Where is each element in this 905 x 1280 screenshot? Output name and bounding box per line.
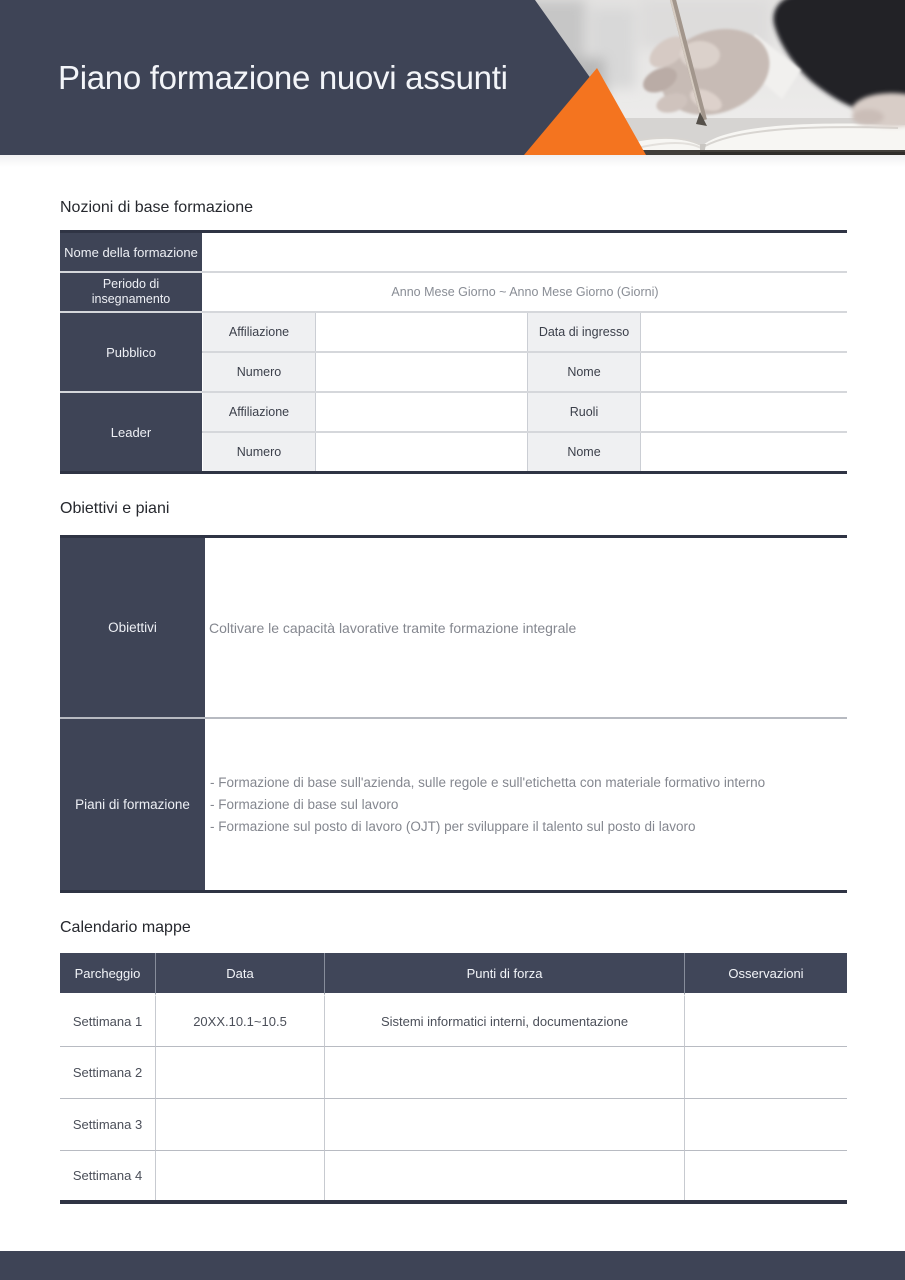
cell-data-3 xyxy=(155,1098,324,1150)
cell-data-1: 20XX.10.1~10.5 xyxy=(155,996,324,1046)
cell-osservazioni-2 xyxy=(684,1046,847,1098)
row-label-obiettivi: Obiettivi xyxy=(60,538,205,717)
sub-label-leader-numero: Numero xyxy=(202,433,315,471)
sub-label-leader-ruoli: Ruoli xyxy=(527,393,640,431)
piani-line: - Formazione di base sul lavoro xyxy=(210,796,399,812)
basics-table xyxy=(60,230,847,474)
cell-punti-1: Sistemi informatici interni, documentazione xyxy=(324,996,684,1046)
value-cell-pubblico-affiliazione xyxy=(315,313,527,351)
sub-label-leader-affiliazione: Affiliazione xyxy=(202,393,315,431)
cell-osservazioni-1 xyxy=(684,996,847,1046)
col-header-data: Data xyxy=(155,953,324,996)
footer-bar xyxy=(0,1251,905,1280)
value-cell-leader-ruoli xyxy=(640,393,847,431)
col-header-punti-di-forza: Punti di forza xyxy=(324,953,684,996)
sub-label-pubblico-numero: Numero xyxy=(202,353,315,391)
obiettivi-text: Coltivare le capacità lavorative tramite formazione integrale xyxy=(205,538,847,717)
row-label-nome-formazione: Nome della formazione xyxy=(60,233,202,271)
page-banner xyxy=(0,0,905,155)
cell-punti-2 xyxy=(324,1046,684,1098)
value-cell-pubblico-nome xyxy=(640,353,847,391)
value-cell-periodo: Anno Mese Giorno ~ Anno Mese Giorno (Giorni) xyxy=(202,273,847,311)
cell-punti-4 xyxy=(324,1150,684,1200)
section-heading-nozioni: Nozioni di base formazione xyxy=(60,199,253,216)
value-cell-nome-formazione xyxy=(202,233,847,271)
sub-label-leader-nome: Nome xyxy=(527,433,640,471)
section-heading-calendario: Calendario mappe xyxy=(60,919,191,936)
cell-osservazioni-4 xyxy=(684,1150,847,1200)
sub-label-pubblico-affiliazione: Affiliazione xyxy=(202,313,315,351)
section-heading-obiettivi: Obiettivi e piani xyxy=(60,500,170,517)
value-cell-leader-affiliazione xyxy=(315,393,527,431)
piani-line: - Formazione di base sull'azienda, sulle regole e sull'etichetta con materiale formativo interno xyxy=(210,774,766,790)
cell-osservazioni-3 xyxy=(684,1098,847,1150)
col-header-parcheggio: Parcheggio xyxy=(60,953,155,996)
cell-punti-3 xyxy=(324,1098,684,1150)
banner-shadow xyxy=(0,155,905,167)
value-cell-leader-numero xyxy=(315,433,527,471)
group-label-leader: Leader xyxy=(60,393,202,471)
cell-settimana-1: Settimana 1 xyxy=(60,996,155,1046)
col-header-osservazioni: Osservazioni xyxy=(684,953,847,996)
page-title: Piano formazione nuovi assunti xyxy=(58,59,508,96)
objectives-table xyxy=(60,535,847,893)
value-cell-leader-nome xyxy=(640,433,847,471)
value-cell-pubblico-data-ingresso xyxy=(640,313,847,351)
cell-data-4 xyxy=(155,1150,324,1200)
piani-line: - Formazione sul posto di lavoro (OJT) per sviluppare il talento sul posto di lavoro xyxy=(210,818,696,834)
cell-settimana-4: Settimana 4 xyxy=(60,1150,155,1200)
value-cell-pubblico-numero xyxy=(315,353,527,391)
piani-formazione-list xyxy=(205,719,847,890)
schedule-table xyxy=(60,953,847,1204)
cell-settimana-3: Settimana 3 xyxy=(60,1098,155,1150)
sub-label-pubblico-data-ingresso: Data di ingresso xyxy=(527,313,640,351)
cell-data-2 xyxy=(155,1046,324,1098)
group-label-pubblico: Pubblico xyxy=(60,313,202,391)
row-label-piani-formazione: Piani di formazione xyxy=(60,719,205,890)
row-label-periodo: Periodo di insegnamento xyxy=(60,273,202,311)
cell-settimana-2: Settimana 2 xyxy=(60,1046,155,1098)
sub-label-pubblico-nome: Nome xyxy=(527,353,640,391)
